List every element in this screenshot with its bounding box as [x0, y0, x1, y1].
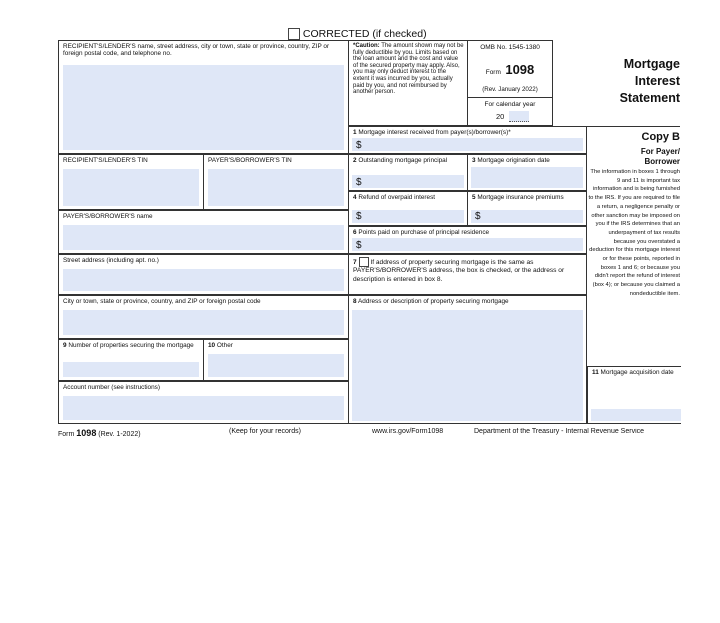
box6: [348, 226, 587, 254]
box1: [348, 126, 587, 154]
payer-name-input[interactable]: [63, 225, 344, 250]
box8-label: 8 Address or description of property securing mortgage: [353, 298, 509, 305]
box5-dollar: $: [475, 211, 481, 222]
street-box: [58, 254, 349, 295]
box1-input[interactable]: [352, 138, 583, 151]
recipient-tin-input[interactable]: [63, 169, 199, 206]
title-line-1: Mortgage: [623, 57, 680, 71]
recipient-tin-label: RECIPIENT'S/LENDER'S TIN: [63, 157, 148, 164]
city-input[interactable]: [63, 310, 344, 335]
box8: [348, 295, 587, 424]
account-label: Account number (see instructions): [63, 384, 160, 391]
box2: [348, 154, 468, 191]
footer-keep: (Keep for your records): [229, 428, 301, 435]
account-input[interactable]: [63, 396, 344, 420]
corrected-checkbox[interactable]: [288, 28, 300, 40]
year-input[interactable]: [509, 111, 529, 122]
title-line-3: Statement: [619, 91, 680, 105]
copy-b-subtitle: For Payer/ Borrower: [640, 147, 680, 166]
box6-dollar: $: [356, 240, 362, 251]
calendar-year-label: For calendar year: [484, 101, 536, 108]
box7: [348, 254, 587, 295]
footer-url[interactable]: www.irs.gov/Form1098: [372, 428, 444, 435]
box3-input[interactable]: [471, 167, 583, 188]
omb-form-id: Form 1098: [485, 62, 535, 77]
payer-tin-box: [203, 154, 349, 210]
street-input[interactable]: [63, 269, 344, 291]
box2-label: 2 Outstanding mortgage principal: [353, 157, 448, 164]
box6-label: 6 Points paid on purchase of principal residence: [353, 229, 490, 236]
title-line-2: Interest: [634, 74, 680, 88]
box7-checkbox[interactable]: [359, 257, 369, 267]
box11-label: 11 Mortgage acquisition date: [592, 369, 674, 376]
caution-text: *Caution: The amount shown may not be fully deductible by you. Limits based on the loan amount and the cost and value of the secured property may apply. Also, you may only deduct interest to the extent it was incurred by you, actually paid by you, and not reimbursed by another person.: [353, 43, 464, 96]
box10: [203, 339, 349, 381]
recipient-name-input[interactable]: [63, 65, 344, 150]
form-title: [588, 56, 680, 107]
street-label: Street address (including apt. no.): [63, 257, 159, 264]
box5-label: 5 Mortgage insurance premiums: [472, 194, 564, 201]
omb-number: OMB No. 1545-1380: [480, 44, 540, 51]
omb-rev: (Rev. January 2022): [482, 86, 538, 93]
box3-label: 3 Mortgage origination date: [472, 157, 550, 164]
year-prefix: 20: [496, 112, 505, 121]
footer-dept: Department of the Treasury - Internal Revenue Service: [474, 428, 645, 435]
box8-input[interactable]: [352, 310, 583, 421]
box11: [587, 366, 681, 424]
corrected-header: [288, 28, 427, 40]
omb-box: [467, 40, 553, 98]
box9-input[interactable]: [63, 362, 199, 377]
footer-form-id: Form 1098 (Rev. 1-2022): [58, 428, 141, 438]
recipient-name-label: RECIPIENT'S/LENDER'S name, street address, city or town, state or province, country, ZIP or foreign postal code, and telephone no.: [63, 43, 330, 58]
corrected-label: CORRECTED (if checked): [302, 28, 427, 40]
box4: [348, 191, 468, 226]
box4-label: 4 Refund of overpaid interest: [353, 194, 436, 201]
box10-label: 10 Other: [208, 342, 233, 349]
box1-label: 1 Mortgage interest received from payer(s)/borrower(s)*: [353, 129, 511, 136]
payer-tin-input[interactable]: [208, 169, 344, 206]
box4-dollar: $: [356, 211, 362, 222]
box9: [58, 339, 204, 381]
recipient-name-box: [58, 40, 349, 154]
payer-tin-label: PAYER'S/BORROWER'S TIN: [208, 157, 292, 164]
box4-input[interactable]: [352, 210, 464, 223]
box9-label: 9 Number of properties securing the mortgage: [63, 342, 194, 349]
copy-b-panel: [587, 126, 680, 366]
payer-name-box: [58, 210, 349, 254]
box7-label: 7 If address of property securing mortgage is the same as PAYER'S/BORROWER'S address, the box is checked, or the address or description is entered in box 8.: [353, 258, 565, 283]
city-label: City or town, state or province, country, and ZIP or foreign postal code: [63, 298, 261, 305]
copy-b-title: Copy B: [641, 131, 680, 143]
payer-name-label: PAYER'S/BORROWER'S name: [63, 213, 153, 220]
recipient-tin-box: [58, 154, 204, 210]
box5: [467, 191, 587, 226]
box11-input[interactable]: [591, 409, 681, 421]
account-box: [58, 381, 349, 424]
box10-input[interactable]: [208, 354, 344, 377]
box3: [467, 154, 587, 191]
box2-dollar: $: [356, 177, 362, 188]
box6-input[interactable]: [352, 238, 583, 251]
city-box: [58, 295, 349, 339]
calendar-year-box: [467, 97, 553, 126]
box5-input[interactable]: [471, 210, 583, 223]
copy-b-text: The information in boxes 1 through 9 and 11 is important tax information and is being furnished to the IRS. If you are required to file a return, a negligence penalty or other sanction may be imposed on you if the IRS determines that an underpayment of tax results because you overstated a deduction for this mortgage interest or for these points, reported in boxes 1 and 6; or because you didn't report the refund of interest (box 4); or because you claimed a nondeductible item.: [588, 169, 680, 297]
caution-box: [348, 40, 468, 126]
box2-input[interactable]: [352, 175, 464, 188]
box1-dollar: $: [356, 140, 362, 151]
